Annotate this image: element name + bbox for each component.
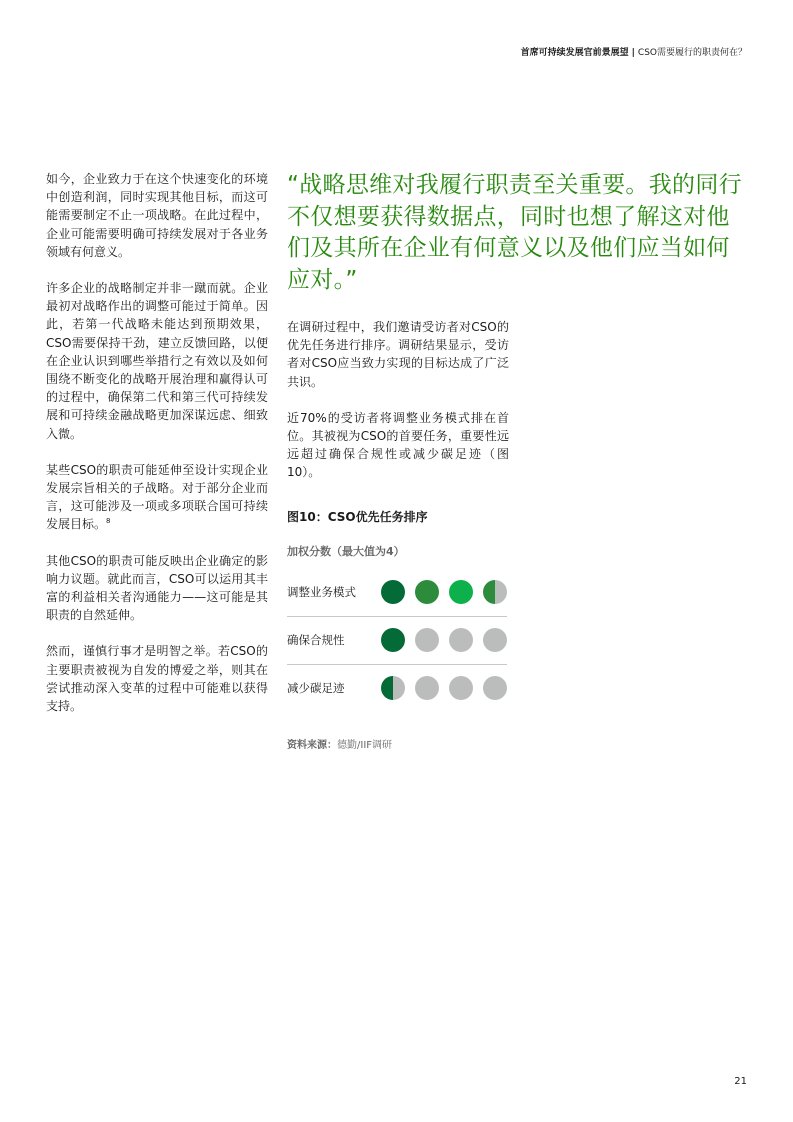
body-paragraph-2: 近70%的受访者将调整业务模式排在首位。其被视为CSO的首要任务，重要性远远超过确保合规性或减少碳足迹（图10）。 <box>287 410 509 480</box>
paragraph-5: 然而，谨慎行事才是明智之举。若CSO的主要职责被视为自发的博爱之举，则其在尝试推动深入变革的过程中可能难以获得支持。 <box>46 644 268 714</box>
empty-ball-icon <box>415 676 439 700</box>
row-label: 减少碳足迹 <box>287 681 345 696</box>
paragraph-4: 其他CSO的职责可能反映出企业确定的影响力议题。就此而言，CSO可以运用其丰富的利益相关者沟通能力——这可能是其职责的自然延伸。 <box>46 553 268 623</box>
paragraph-3-text: 某些CSO的职责可能延伸至设计实现企业发展宗旨相关的子战略。对于部分企业而言，这可能涉及一项或多项联合国可持续发展目标。 <box>46 462 268 532</box>
full-ball-icon <box>381 580 405 604</box>
chart-row-business-model <box>287 569 507 617</box>
full-ball-icon <box>381 628 405 652</box>
full-ball-icon <box>415 580 439 604</box>
right-column <box>287 170 747 751</box>
empty-ball-icon <box>483 628 507 652</box>
harvey-balls <box>381 628 507 652</box>
figure-title: 图10：CSO优先任务排序 <box>287 509 428 524</box>
chart-row-carbon <box>287 665 507 712</box>
footnote-ref: 8 <box>106 517 111 526</box>
source-label: 资料来源： <box>287 739 337 751</box>
header-subtitle: CSO需要履行的职责何在？ <box>637 48 747 58</box>
header-title: 首席可持续发展官前景展望 <box>520 48 629 58</box>
paragraph-2: 许多企业的战略制定并非一蹴而就。企业最初对战略作出的调整可能过于简单。因此，若第一代战略未能达到预期效果，CSO需要保持干劲，建立反馈回路，以便在企业认识到哪些举措行之有效以及如何围绕不断变化的战略开展治理和赢得认可的过程中，确保第二代和第三代可持续发展和可持续金融战略更加深谋远虑、细致入微。 <box>46 281 268 441</box>
left-column <box>46 170 268 733</box>
body-paragraph-1: 在调研过程中，我们邀请受访者对CSO的优先任务进行排序。调研结果显示，受访者对CSO应当致力实现的目标达成了广泛共识。 <box>287 320 509 389</box>
paragraph-1: 如今，企业致力于在这个快速变化的环境中创造利润，同时实现其他目标，而这可能需要制定不止一项战略。在此过程中，企业可能需要明确可持续发展对于各业务领域有何意义。 <box>46 172 268 259</box>
paragraph-3 <box>46 461 268 534</box>
harvey-balls <box>381 580 507 604</box>
header-separator: | <box>631 48 635 58</box>
empty-ball-icon <box>415 628 439 652</box>
empty-ball-icon <box>449 676 473 700</box>
row-label: 确保合规性 <box>287 633 345 648</box>
full-ball-icon <box>449 580 473 604</box>
row-label: 调整业务模式 <box>287 585 356 600</box>
empty-ball-icon <box>449 628 473 652</box>
source-note <box>287 736 747 751</box>
partial-ball-icon <box>381 676 405 700</box>
page-number: 21 <box>734 1076 747 1087</box>
priority-chart <box>287 569 507 712</box>
empty-ball-icon <box>483 676 507 700</box>
source-text: 德勤/IIF调研 <box>337 739 393 751</box>
chart-row-compliance <box>287 617 507 665</box>
partial-ball-icon <box>483 580 507 604</box>
harvey-balls <box>381 676 507 700</box>
figure-subtitle: 加权分数（最大值为4） <box>287 544 405 558</box>
page-header <box>521 45 747 58</box>
pull-quote: “战略思维对我履行职责至关重要。我的同行不仅想要获得数据点，同时也想了解这对他们及其所在企业有何意义以及他们应当如何应对。” <box>287 172 742 293</box>
